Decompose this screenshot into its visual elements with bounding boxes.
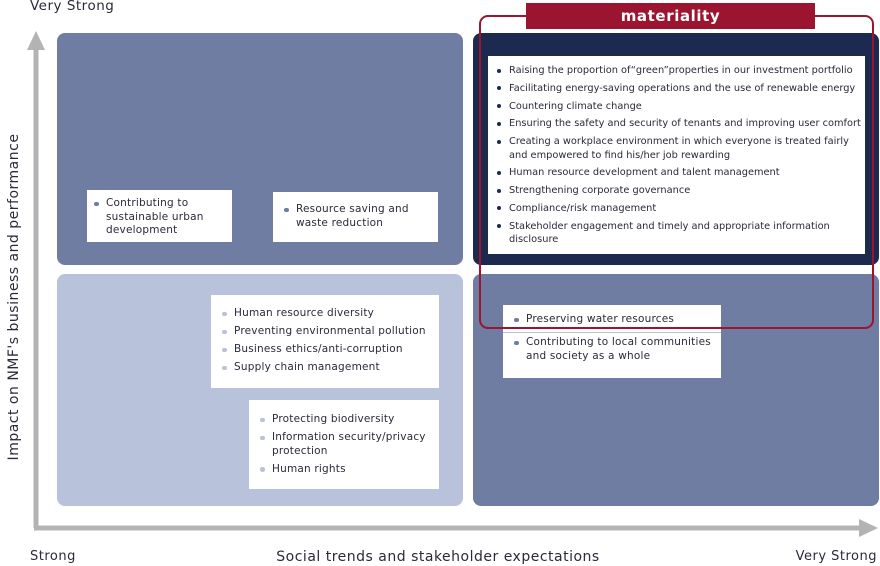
issue-item: Preserving water resources — [511, 313, 715, 327]
issue-item: Facilitating energy-saving operations and the use of renewable energy — [495, 82, 861, 95]
issue-box-urban — [87, 190, 232, 242]
issue-item: Strengthening corporate governance — [495, 184, 861, 197]
x-axis-left-label: Strong — [30, 549, 76, 564]
x-axis-arrowhead — [859, 519, 878, 537]
issue-item: Ensuring the safety and security of tenants and improving user comfort — [495, 117, 861, 130]
issue-item: Protecting biodiversity — [257, 413, 433, 427]
y-axis-arrowhead — [27, 31, 45, 50]
y-axis-label: Impact on NMF's business and performance — [6, 133, 22, 461]
x-axis-right-label: Very Strong — [795, 549, 877, 564]
issue-item: Human resource development and talent management — [495, 166, 861, 179]
x-axis-label: Social trends and stakeholder expectations — [276, 549, 600, 565]
issue-box-biodiversity — [249, 400, 439, 489]
issue-item: Contributing to local communities and society as a whole — [511, 336, 715, 363]
issue-box-diversity — [211, 295, 439, 388]
issue-item: Supply chain management — [219, 361, 433, 375]
issue-item: Compliance/risk management — [495, 202, 861, 215]
issue-item: Information security/privacy protection — [257, 431, 433, 458]
materiality-outline — [479, 15, 874, 329]
issue-item: Stakeholder engagement and timely and appropriate information disclosure — [495, 220, 861, 247]
issue-item: Countering climate change — [495, 100, 861, 113]
y-axis-top-label: Very Strong — [30, 0, 115, 14]
issue-item: Raising the proportion of“green”properties in our investment portfolio — [495, 64, 861, 77]
issue-item: Resource saving and waste reduction — [281, 203, 432, 230]
issue-item: Preventing environmental pollution — [219, 325, 433, 339]
issue-item: Contributing to sustainable urban development — [91, 197, 226, 238]
issue-box-resource — [273, 192, 438, 242]
water-box-divider — [503, 332, 721, 333]
issue-item: Human resource diversity — [219, 307, 433, 321]
issue-item: Human rights — [257, 463, 433, 477]
issue-item: Business ethics/anti-corruption — [219, 343, 433, 357]
issue-item: Creating a workplace environment in which everyone is treated fairly and empowered to find his/her job rewarding — [495, 135, 861, 162]
materiality-label: materiality — [526, 3, 815, 29]
